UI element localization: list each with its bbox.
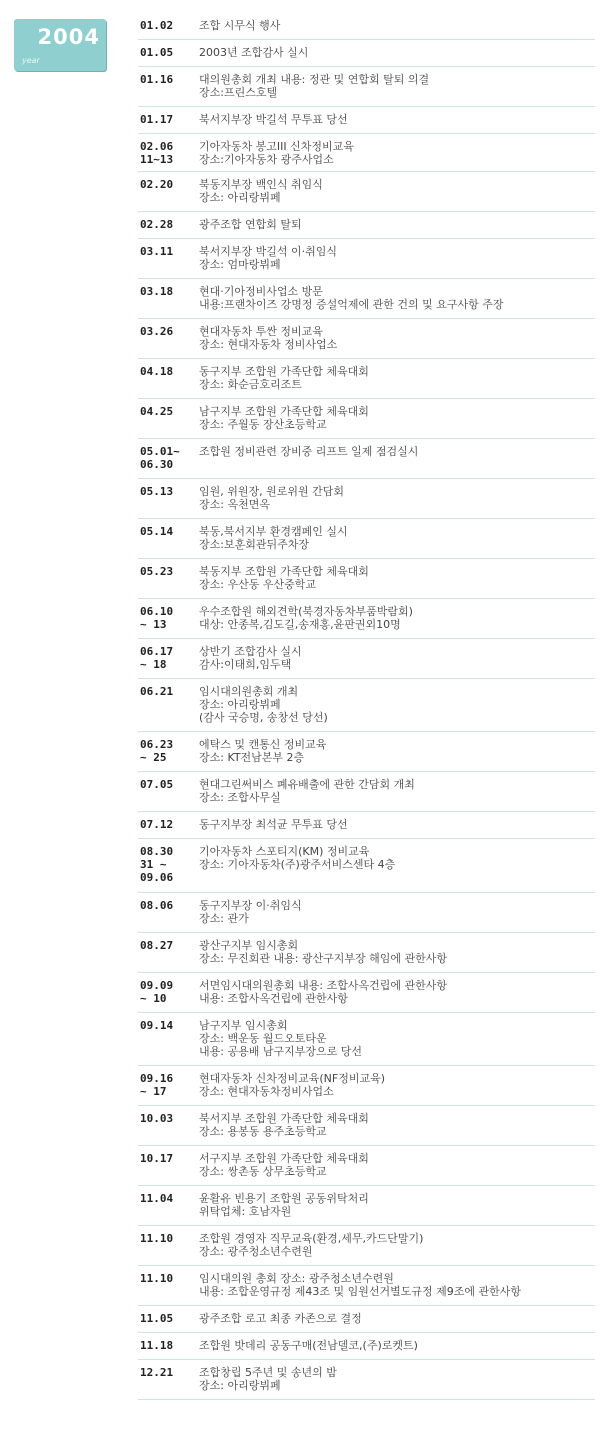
event-row [138,67,595,107]
event-row [138,399,595,439]
event-row [138,639,595,679]
event-description-line: 서면임시대의원총회 내용: 조합사옥건립에 관한사항 [199,979,447,992]
event-date: 05.14 [140,525,174,538]
event-description-line: 조합 시무식 행사 [199,19,281,32]
event-description-line: 장소: KT전남본부 2층 [199,751,305,764]
event-description-line: 장소:프린스호텔 [199,86,278,99]
event-date: 03.11 [140,245,174,258]
event-date: 06.23 ~ 25 [140,738,174,764]
event-row [138,319,595,359]
event-date: 11.05 [140,1312,174,1325]
event-description [199,178,595,204]
event-description-line: 2003년 조합감사 실시 [199,46,309,59]
event-description-line: 북동지부장 백인식 취임식 [199,178,323,191]
event-description [199,1019,595,1058]
event-row [138,1306,595,1333]
event-description-line: 윤활유 빈용기 조합원 공동위탁처리 [199,1192,369,1205]
event-description-line: 장소: 우산동 우산중학교 [199,578,316,591]
event-date: 01.05 [140,46,174,59]
event-description-line: 우수조합원 해외견학(북경자동차부품박람회) [199,605,413,618]
event-description-line: 장소: 관가 [199,912,249,925]
event-row [138,519,595,559]
event-date: 10.17 [140,1152,174,1165]
event-row [138,279,595,319]
event-row [138,679,595,732]
event-description [199,979,595,1005]
event-description-line: 대상: 안종복,김도길,송재홍,윤판권외10명 [199,618,401,631]
event-description-line: (감사 국승명, 송창선 당선) [199,711,328,724]
event-description [199,325,595,351]
year-value: 2004 [37,25,100,49]
event-description-line: 조합원 경영자 직무교육(환경,세무,카드단말기) [199,1232,424,1245]
event-description-line: 동구지부장 최석균 무투표 당선 [199,818,348,831]
event-description-line: 장소: 광주청소년수련원 [199,1245,313,1258]
event-date: 11.10 [140,1232,174,1245]
event-description [199,445,595,458]
year-label: year [22,56,40,65]
event-row [138,1013,595,1066]
event-description-line: 북서지부 조합원 가족단합 체육대회 [199,1112,369,1125]
event-description-line: 동구지부장 이·취임식 [199,899,302,912]
event-description-line: 내용: 조합사옥건립에 관한사항 [199,992,348,1005]
event-description-line: 장소: 기아자동차(주)광주서비스센타 4층 [199,858,396,871]
event-description [199,1339,595,1352]
event-date: 05.23 [140,565,174,578]
event-date: 11.18 [140,1339,174,1352]
event-row [138,599,595,639]
event-description [199,525,595,551]
event-description [199,46,595,59]
event-description-line: 조합원 밧데리 공동구매(전남델코,(주)로켓트) [199,1339,418,1352]
event-row [138,973,595,1013]
event-description-line: 내용:프랜차이즈 강명정 증설억제에 관한 건의 및 요구사항 주장 [199,298,504,311]
event-row [138,839,595,893]
year-badge [14,19,106,71]
event-row [138,732,595,772]
event-description-line: 장소: 주월동 장산초등학교 [199,418,327,431]
event-description-line: 북서지부장 박길석 무투표 당선 [199,113,348,126]
event-description-line: 임시대의원 총회 장소: 광주청소년수련원 [199,1272,394,1285]
event-date: 02.06 11~13 [140,140,174,166]
event-description [199,1192,595,1218]
event-description-line: 동구지부 조합원 가족단합 체육대회 [199,365,369,378]
event-date: 08.27 [140,939,174,952]
event-description-line: 장소: 무진회관 내용: 광산구지부장 해임에 관한사항 [199,952,448,965]
event-date: 05.13 [140,485,174,498]
event-description [199,285,595,311]
event-date: 11.04 [140,1192,174,1205]
event-description-line: 장소: 아리랑뷔페 [199,191,281,204]
event-description [199,245,595,271]
event-description-line: 장소: 엄마랑뷔페 [199,258,281,271]
event-description [199,778,595,804]
event-date: 03.18 [140,285,174,298]
event-row [138,40,595,67]
event-description-line: 내용: 공용배 남구지부장으로 당선 [199,1045,362,1058]
event-description-line: 기아자동차 봉고III 신차정비교육 [199,140,354,153]
event-description [199,1312,595,1325]
event-date: 11.10 [140,1272,174,1285]
event-description-line: 현대·기아정비사업소 방문 [199,285,323,298]
event-description-line: 서구지부 조합원 가족단합 체육대회 [199,1152,369,1165]
event-date: 05.01~ 06.30 [140,445,180,471]
event-description [199,1072,595,1098]
event-row [138,772,595,812]
event-description-line: 상반기 조합감사 실시 [199,645,302,658]
event-row [138,359,595,399]
event-description-line: 장소:기아자동차 광주사업소 [199,153,334,166]
event-description [199,218,595,231]
event-row [138,1106,595,1146]
event-description-line: 기아자동차 스포티지(KM) 정비교육 [199,845,370,858]
event-description-line: 임시대의원총회 개최 [199,685,299,698]
event-row [138,212,595,239]
event-description [199,405,595,431]
event-row [138,239,595,279]
event-description [199,605,595,631]
event-description [199,113,595,126]
event-description-line: 북동지부 조합원 가족단합 체육대회 [199,565,369,578]
event-description-line: 대의원총회 개최 내용: 정관 및 연합회 탈퇴 의결 [199,73,430,86]
event-date: 03.26 [140,325,174,338]
event-description [199,365,595,391]
event-description [199,899,595,925]
event-date: 06.21 [140,685,174,698]
event-date: 08.30 31 ~ 09.06 [140,845,174,884]
event-description-line: 장소: 화순금호리조트 [199,378,302,391]
event-row [138,559,595,599]
event-description [199,939,595,965]
event-date: 08.06 [140,899,174,912]
event-row [138,134,595,172]
event-description-line: 내용: 조합운영규정 제43조 및 임원선거별도규정 제9조에 관한사항 [199,1285,521,1298]
event-date: 07.12 [140,818,174,831]
event-date: 01.02 [140,19,174,32]
event-description-line: 북서지부장 박길석 이·취임식 [199,245,338,258]
event-row [138,1266,595,1306]
event-description-line: 장소: 백운동 월드오토타운 [199,1032,327,1045]
event-date: 01.16 [140,73,174,86]
event-description-line: 임원, 위원장, 원로위원 간담회 [199,485,344,498]
event-description [199,1112,595,1138]
event-row [138,1186,595,1226]
event-date: 02.28 [140,218,174,231]
event-description-line: 장소: 현대자동차정비사업소 [199,1085,334,1098]
event-description-line: 장소: 아리랑뷔페 [199,698,281,711]
event-description-line: 남구지부 조합원 가족단합 체육대회 [199,405,369,418]
event-date: 12.21 [140,1366,174,1379]
event-description-line: 광주조합 연합회 탈퇴 [199,218,302,231]
event-date: 04.25 [140,405,174,418]
event-date: 04.18 [140,365,174,378]
event-description-line: 장소:보훈회관뒤주차장 [199,538,309,551]
event-row [138,1226,595,1266]
event-date: 01.17 [140,113,174,126]
event-description-line: 장소: 현대자동차 정비사업소 [199,338,338,351]
event-description [199,73,595,99]
event-row [138,439,595,479]
event-description [199,1272,595,1298]
event-row [138,1066,595,1106]
event-description-line: 위탁업체: 호남자원 [199,1205,292,1218]
event-row [138,812,595,839]
event-description-line: 장소: 조합사무실 [199,791,281,804]
event-date: 09.16 ~ 17 [140,1072,174,1098]
event-description [199,565,595,591]
event-description [199,645,595,671]
event-description [199,685,595,724]
event-description [199,19,595,32]
event-description-line: 조합원 정비관련 장비중 리프트 일제 점검실시 [199,445,419,458]
event-description [199,1366,595,1392]
event-description [199,818,595,831]
event-description [199,140,595,166]
event-date: 02.20 [140,178,174,191]
event-row [138,13,595,40]
event-description-line: 장소: 용봉동 용주초등학교 [199,1125,327,1138]
event-description [199,738,595,764]
event-row [138,107,595,134]
event-description-line: 에탁스 및 캔통신 정비교육 [199,738,327,751]
event-description-line: 광주조합 로고 최종 카존으로 결정 [199,1312,362,1325]
event-row [138,1146,595,1186]
event-description-line: 현대자동차 투싼 정비교육 [199,325,323,338]
event-date: 07.05 [140,778,174,791]
event-description-line: 현대자동차 신차정비교육(NF정비교육) [199,1072,386,1085]
event-description [199,1152,595,1178]
event-description-line: 장소: 쌍촌동 상무초등학교 [199,1165,327,1178]
event-row [138,479,595,519]
event-description-line: 북동,북서지부 환경캠페인 실시 [199,525,348,538]
event-row [138,893,595,933]
event-row [138,172,595,212]
event-description-line: 조합창립 5주년 및 송년의 밤 [199,1366,337,1379]
event-date: 06.10 ~ 13 [140,605,174,631]
event-description-line: 장소: 옥천면옥 [199,498,270,511]
event-date: 10.03 [140,1112,174,1125]
event-description [199,485,595,511]
event-date: 09.14 [140,1019,174,1032]
event-description-line: 감사:이태희,임두택 [199,658,292,671]
event-date: 09.09 ~ 10 [140,979,174,1005]
event-date: 06.17 ~ 18 [140,645,174,671]
event-timeline [138,13,595,1400]
event-row [138,1333,595,1360]
event-description [199,845,595,871]
event-row [138,1360,595,1400]
event-description-line: 남구지부 임시총회 [199,1019,288,1032]
event-description-line: 현대그린써비스 폐유배출에 관한 간담회 개최 [199,778,415,791]
event-description-line: 장소: 아리랑뷔페 [199,1379,281,1392]
event-row [138,933,595,973]
event-description [199,1232,595,1258]
event-description-line: 광산구지부 임시총회 [199,939,299,952]
